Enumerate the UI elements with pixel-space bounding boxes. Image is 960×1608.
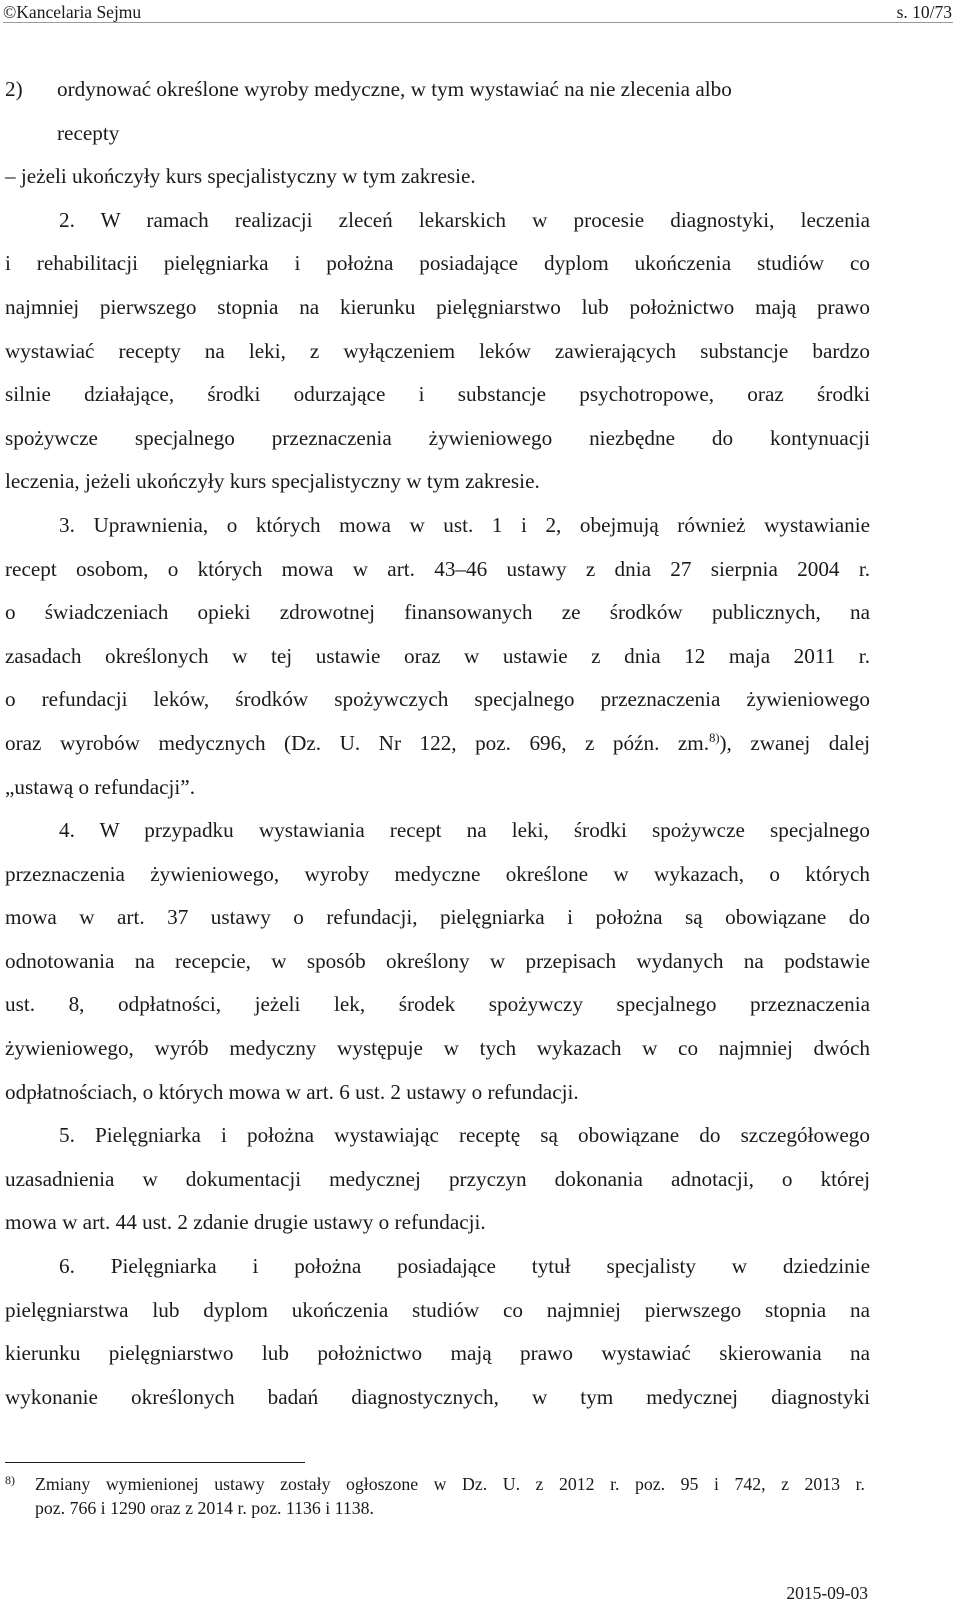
paragraph-2-start: 2. W ramach realizacji zleceń lekarskich w procesie diagnostyki, leczenia: [59, 207, 870, 232]
text-line: żywieniowego, wyrób medyczny występuje w tych wykazach w co najmniej dwóch: [5, 1036, 870, 1061]
paragraph-5-start: 5. Pielęgniarka i położna wystawiając receptę są obowiązane do szczegółowego: [59, 1123, 870, 1148]
text-line: i rehabilitacji pielęgniarka i położna posiadające dyplom ukończenia studiów co: [5, 251, 870, 276]
list-item-number: 2): [5, 77, 23, 101]
text-line: wystawiać recepty na leki, z wyłączeniem leków zawierających substancje bardzo: [5, 338, 870, 363]
paragraph-6-start: 6. Pielęgniarka i położna posiadające tytuł specjalisty w dziedzinie: [59, 1254, 870, 1279]
text-line: recept osobom, o których mowa w art. 43–46 ustawy z dnia 27 sierpnia 2004 r.: [5, 556, 870, 581]
header-divider: [3, 22, 953, 23]
text-fragment: oraz wyrobów medycznych (Dz. U. Nr 122, poz. 696, z późn. zm.: [5, 730, 710, 755]
text-line: leczenia, jeżeli ukończyły kurs specjalistyczny w tym zakresie.: [5, 469, 540, 494]
text-line: mowa w art. 44 ust. 2 zdanie drugie ustawy o refundacji.: [5, 1210, 486, 1235]
list-item-2: [5, 68, 870, 112]
text-line: o świadczeniach opieki zdrowotnej finansowanych ze środków publicznych, na: [5, 600, 870, 625]
text-line: o refundacji leków, środków spożywczych specjalnego przeznaczenia żywieniowego: [5, 687, 870, 712]
footnote-line: poz. 766 i 1290 oraz z 2014 r. poz. 1136 i 1138.: [35, 1498, 374, 1518]
header-copyright: ©Kancelaria Sejmu: [3, 2, 142, 22]
footnote-mark: 8): [5, 1473, 15, 1487]
text-line: ust. 8, odpłatności, jeżeli lek, środek spożywczy specjalnego przeznaczenia: [5, 992, 870, 1017]
text-line: najmniej pierwszego stopnia na kierunku pielęgniarstwo lub położnictwo mają prawo: [5, 294, 870, 319]
text-line: recepty: [57, 120, 120, 145]
text-line: spożywcze specjalnego przeznaczenia żywieniowego niezbędne do kontynuacji: [5, 425, 870, 450]
text-line: silnie działające, środki odurzające i substancje psychotropowe, oraz środki: [5, 382, 870, 407]
text-line: mowa w art. 37 ustawy o refundacji, pielęgniarka i położna są obowiązane do: [5, 905, 870, 930]
text-line: pielęgniarstwa lub dyplom ukończenia studiów co najmniej pierwszego stopnia na: [5, 1297, 870, 1322]
text-line: wykonanie określonych badań diagnostycznych, w tym medycznej diagnostyki: [5, 1384, 870, 1409]
header-page-number: s. 10/73: [896, 2, 952, 22]
text-line: „ustawą o refundacji”.: [5, 774, 196, 799]
paragraph-3-start: 3. Uprawnienia, o których mowa w ust. 1 i 2, obejmują również wystawianie: [59, 512, 870, 537]
text-line: odpłatnościach, o których mowa w art. 6 ust. 2 ustawy o refundacji.: [5, 1079, 579, 1104]
text-line-with-footnote-ref: [5, 722, 870, 766]
text-fragment: ), zwanej dalej: [719, 730, 870, 755]
text-line: zasadach określonych w tej ustawie oraz w ustawie z dnia 12 maja 2011 r.: [5, 643, 870, 668]
text-line: odnotowania na recepcie, w sposób określony w przepisach wydanych na podstawie: [5, 948, 870, 973]
text-line: – jeżeli ukończyły kurs specjalistyczny w tym zakresie.: [5, 164, 476, 189]
text-line: uzasadnienia w dokumentacji medycznej przyczyn dokonania adnotacji, o której: [5, 1166, 870, 1191]
document-body: [5, 68, 870, 1419]
footnote-divider: [5, 1462, 305, 1463]
paragraph-4-start: 4. W przypadku wystawiania recept na leki, środki spożywcze specjalnego: [59, 818, 870, 843]
text-line: ordynować określone wyroby medyczne, w tym wystawiać na nie zlecenia albo: [57, 77, 732, 101]
text-line: przeznaczenia żywieniowego, wyroby medyczne określone w wykazach, o których: [5, 861, 870, 886]
text-line: kierunku pielęgniarstwo lub położnictwo mają prawo wystawiać skierowania na: [5, 1341, 870, 1366]
footer-date: 2015-09-03: [786, 1583, 868, 1603]
footnote-line: Zmiany wymienionej ustawy zostały ogłoszone w Dz. U. z 2012 r. poz. 95 i 742, z 2013 r.: [35, 1474, 865, 1494]
footnote-reference: 8): [709, 730, 720, 745]
footnote: [5, 1472, 865, 1520]
